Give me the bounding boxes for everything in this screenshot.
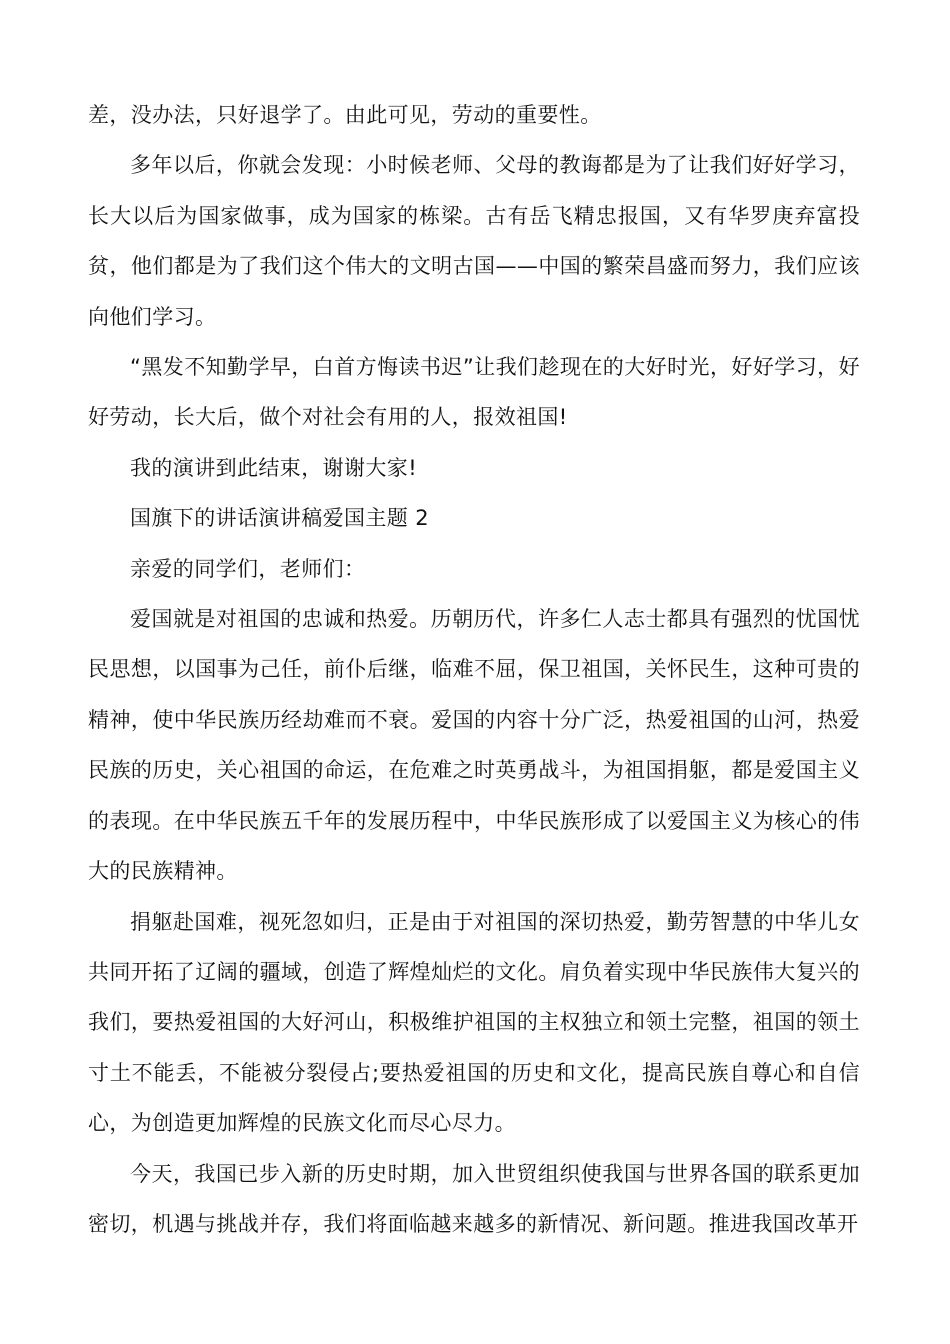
paragraph-9: 今天，我国已步入新的历史时期，加入世贸组织使我国与世界各国的联系更加密切，机遇与挑战并存，我们将面临越来越多的新情况、新问题。推进我国改革开 xyxy=(88,1161,860,1236)
paragraph-3: “黑发不知勤学早，白首方悔读书迟”让我们趁现在的大好时光，好好学习，好好劳动，长大后，做个对社会有用的人，报效祖国! xyxy=(88,355,860,430)
paragraph-4: 我的演讲到此结束，谢谢大家! xyxy=(130,455,418,480)
salutation: 亲爱的同学们，老师们： xyxy=(130,556,366,581)
paragraph-2: 多年以后，你就会发现：小时候老师、父母的教诲都是为了让我们好好学习，长大以后为国家做事，成为国家的栋梁。古有岳飞精忠报国，又有华罗庚弃富投贫，他们都是为了我们这个伟大的文明古国——中国的繁荣昌盛而努力，我们应该向他们学习。 xyxy=(88,153,860,329)
document-body xyxy=(88,90,860,1249)
paragraph-8: 捐躯赴国难，视死忽如归，正是由于对祖国的深切热爱，勤劳智慧的中华儿女共同开拓了辽阔的疆域，创造了辉煌灿烂的文化。肩负着实现中华民族伟大复兴的我们，要热爱祖国的大好河山，积极维护祖国的主权独立和领土完整，祖国的领土寸土不能丢，不能被分裂侵占;要热爱祖国的历史和文化，提高民族自尊心和自信心，为创造更加辉煌的民族文化而尽心尽力。 xyxy=(88,909,860,1136)
section-heading: 国旗下的讲话演讲稿爱国主题 2 xyxy=(130,506,430,531)
paragraph-7: 爱国就是对祖国的忠诚和热爱。历朝历代，许多仁人志士都具有强烈的忧国忧民思想，以国事为己任，前仆后继，临难不屈，保卫祖国，关怀民生，这种可贵的精神，使中华民族历经劫难而不衰。爱国的内容十分广泛，热爱祖国的山河，热爱民族的历史，关心祖国的命运，在危难之时英勇战斗，为祖国捐躯，都是爱国主义的表现。在中华民族五千年的发展历程中，中华民族形成了以爱国主义为核心的伟大的民族精神。 xyxy=(88,607,860,884)
paragraph-1: 差，没办法，只好退学了。由此可见，劳动的重要性。 xyxy=(88,103,602,127)
